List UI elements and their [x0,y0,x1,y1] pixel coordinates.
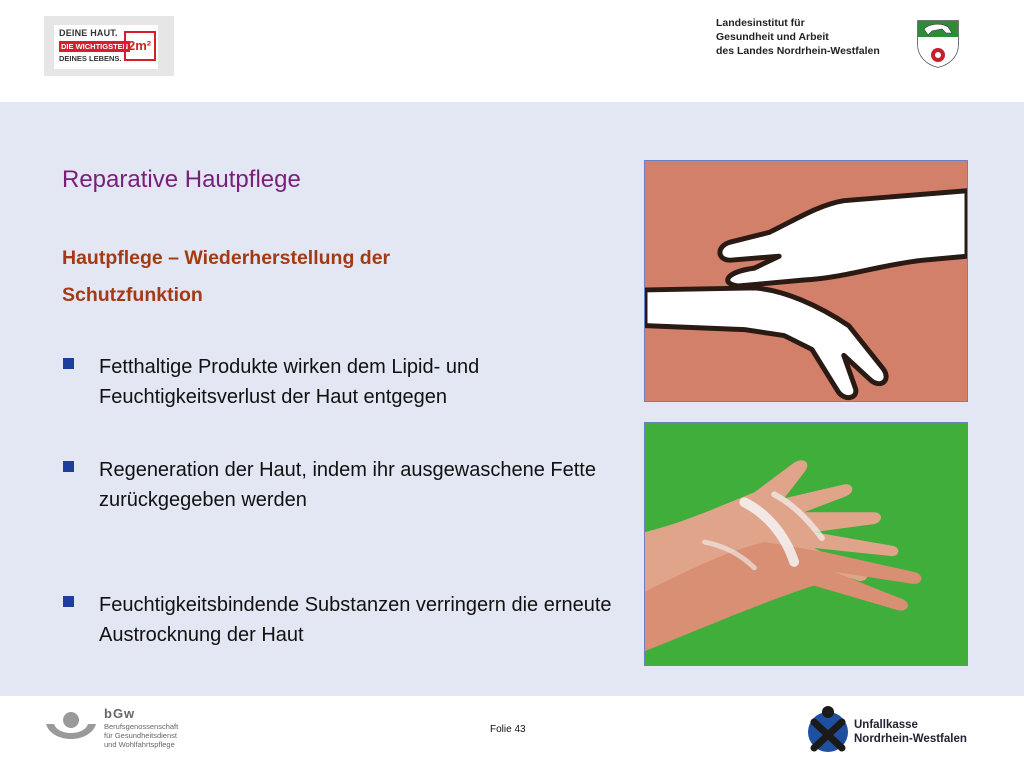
campaign-logo-line3: DEINES LEBENS. [59,54,122,63]
unfallkasse-emblem-icon [806,704,850,756]
bgw-line: für Gesundheitsdienst [104,731,177,740]
subtitle-line: Schutzfunktion [62,284,203,306]
bgw-emblem-icon [44,710,98,750]
bullet-text: Regeneration der Haut, indem ihr ausgewaschene Fette zurückgegeben werden [99,459,596,511]
bullet-square-icon [63,358,74,369]
institute-line: des Landes Nordrhein-Westfalen [716,45,880,57]
bullet-square-icon [63,461,74,472]
institute-name [716,16,880,58]
nrw-coat-of-arms-icon [912,17,964,69]
campaign-logo-line1: DEINE HAUT. [59,28,118,38]
bgw-subtitle [104,722,178,749]
footer [0,696,1024,768]
bgw-line: und Wohlfahrtspflege [104,740,175,749]
slide-subtitle [62,240,390,314]
unfallkasse-line: Nordrhein-Westfalen [854,733,967,745]
unfallkasse-line: Unfallkasse [854,719,918,731]
bgw-name: bGw [104,706,136,721]
campaign-badge-text: 2m² [128,38,152,53]
unfallkasse-logo [806,704,976,756]
hands-cream-photo [644,422,968,666]
unfallkasse-text [854,718,967,746]
slide-number: Folie 43 [490,724,526,735]
campaign-badge [124,31,156,61]
hands-drawing-image [644,160,968,402]
bullet-square-icon [63,596,74,607]
slide-title: Reparative Hautpflege [62,166,301,193]
campaign-logo-line2: DIE WICHTIGSTEN [61,42,129,51]
campaign-logo [44,16,174,76]
campaign-logo-box [54,25,158,69]
bgw-logo [44,704,204,754]
subtitle-line: Hautpflege – Wiederherstellung der [62,247,391,269]
institute-line: Gesundheit und Arbeit [716,31,829,43]
bullet-text: Feuchtigkeitsbindende Substanzen verringern die erneute Austrocknung der Haut [99,594,612,646]
bullet-text: Fetthaltige Produkte wirken dem Lipid- und Feuchtigkeitsverlust der Haut entgegen [99,356,480,408]
header [0,0,1024,102]
bgw-line: Berufsgenossenschaft [104,722,179,731]
institute-line: Landesinstitut für [716,17,805,29]
